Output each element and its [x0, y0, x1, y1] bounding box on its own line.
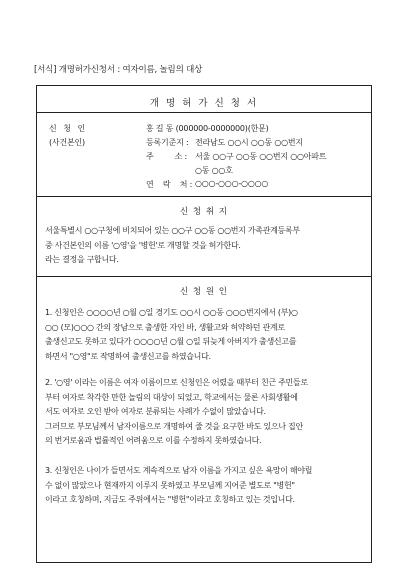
purpose-divider	[37, 276, 371, 277]
purpose-text	[45, 224, 367, 268]
contact-value: ○○○-○○○-○○○○	[195, 179, 269, 188]
principal-label: (사건본인)	[49, 138, 85, 147]
reasons-heading: 신 청 원 인	[180, 287, 228, 297]
purpose-heading: 신 청 취 지	[180, 207, 228, 217]
reason-item-3	[45, 464, 367, 508]
reason-item-1	[45, 306, 367, 364]
reason-line: 의 번거로움과 법률적인 어려움으로 이를 수정하지 못하였습니다.	[45, 436, 262, 445]
address-label: 주 소 :	[146, 152, 187, 161]
applicant-name: 홍 길 동 (000000-0000000)(한문)	[146, 124, 269, 133]
applicant-divider	[37, 196, 371, 197]
form-title: 개 명 허 가 신 청 서	[149, 98, 259, 109]
reason-item-2	[45, 376, 367, 449]
reason-line: ○○ (모)○○○ 간의 장남으로 출생한 자인 바, 생활고와 허약하던 관계로	[45, 322, 285, 332]
domicile-value: 전라남도 ○○시 ○○동 ○○번지	[195, 138, 303, 147]
title-divider	[37, 112, 371, 113]
contact-label: 연 락 처 :	[146, 180, 193, 189]
reason-line: 하면서 "○영"로 작명하여 출생신고를 하였습니다.	[45, 351, 211, 361]
address-line-1: 서울 ○○구 ○○동 ○○번지 ○○아파트	[195, 152, 327, 161]
application-form	[36, 85, 372, 563]
reason-line: 수 없이 많았으나 현재까지 이루지 못하였고 부모님께 지어준 별도로 "병헌"	[45, 480, 295, 490]
reason-line: 이라고 호칭하며, 지금도 주위에서는 "병헌"이라고 호칭하고 있는 것입니다.	[45, 495, 295, 504]
address-line-2: ○동 ○○호	[195, 166, 233, 175]
reason-line: 서도 여자로 오인 받아 여자로 분류되는 사례가 수없이 많았습니다.	[45, 407, 266, 416]
purpose-line: 중 사건본인의 이름 '○영'을 '병헌'로 개명할 것을 허가한다.	[45, 240, 241, 250]
purpose-line: 라는 결정을 구합니다.	[45, 255, 119, 264]
reason-line: 부터 여자로 착각한 만한 놀림의 대상이 되었고, 학교에서는 물론 사회생활에	[45, 392, 298, 402]
reason-line: 3. 신청인은 나이가 들면서도 계속적으로 남자 이름을 가지고 싶은 욕망이 해야릴	[45, 466, 313, 475]
reason-line: 출생신고도 못하고 있다가 ○○○○년 ○월 ○일 뒤늦게 아버지가 출생신고를	[45, 337, 297, 346]
reason-line: 그러므로 부모님께서 남자이름으로 개명하여 줄 것을 요구한 바도 있으나 집안	[45, 421, 303, 431]
domicile-label: 등록기준지 :	[146, 138, 189, 147]
reason-line: 2. '○영' 이라는 이름은 여자 이름이므로 신청인은 어렸을 때부터 친근 주민들로	[45, 378, 308, 387]
form-caption: [서식] 개명허가신청서 : 여자이름, 놀림의 대상	[34, 65, 203, 75]
applicant-label: 신 청 인	[49, 124, 88, 133]
reason-line: 1. 신청인은 ○○○○년 ○월 ○일 경기도 ○○시 ○○동 ○○○번지에서 (부)○	[45, 308, 298, 317]
purpose-line: 서울특별시 ○○구청에 비치되어 있는 ○○구 ○○동 ○○번지 가족관계등록부	[45, 226, 300, 235]
